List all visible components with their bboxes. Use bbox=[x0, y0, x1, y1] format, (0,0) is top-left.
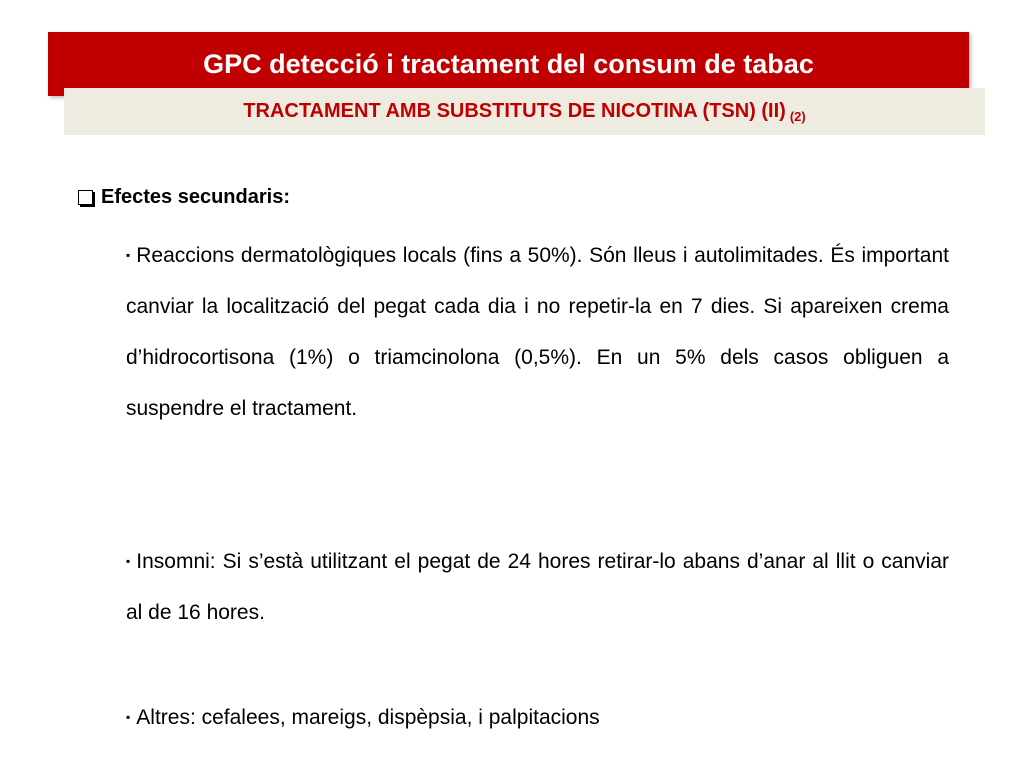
list-item bbox=[126, 230, 949, 434]
square-bullet-icon: ▪ bbox=[126, 248, 131, 262]
section-heading-label: Efectes secundaris: bbox=[101, 186, 290, 208]
section-heading bbox=[78, 186, 290, 209]
list-item-text: Reaccions dermatològiques locals (fins a 50%). Són lleus i autolimitades. És important canviar la localització del pegat cada dia i no repetir-la en 7 dies. Si apareixen crema d’hidrocortisona (1%) o triamcinolona (0,5%). En un 5% dels casos obliguen a suspendre el tractament. bbox=[126, 244, 949, 420]
checkbox-bullet-icon bbox=[78, 190, 93, 205]
subtitle-label: TRACTAMENT AMB SUBSTITUTS DE NICOTINA (TSN) (II) bbox=[243, 100, 786, 122]
square-bullet-icon: ▪ bbox=[126, 710, 131, 724]
subtitle-bar bbox=[64, 88, 985, 135]
list-item-text: Insomni: Si s’està utilitzant el pegat de 24 hores retirar-lo abans d’anar al llit o canviar al de 16 hores. bbox=[126, 550, 949, 624]
title-bar bbox=[48, 32, 969, 96]
slide-title: GPC detecció i tractament del consum de tabac bbox=[203, 49, 814, 79]
list-item bbox=[126, 536, 949, 638]
subtitle-reference: (2) bbox=[789, 109, 806, 124]
square-bullet-icon: ▪ bbox=[126, 554, 131, 568]
list-item bbox=[126, 692, 949, 743]
slide-subtitle bbox=[243, 98, 805, 130]
list-item-text: Altres: cefalees, mareigs, dispèpsia, i palpitacions bbox=[136, 706, 600, 729]
